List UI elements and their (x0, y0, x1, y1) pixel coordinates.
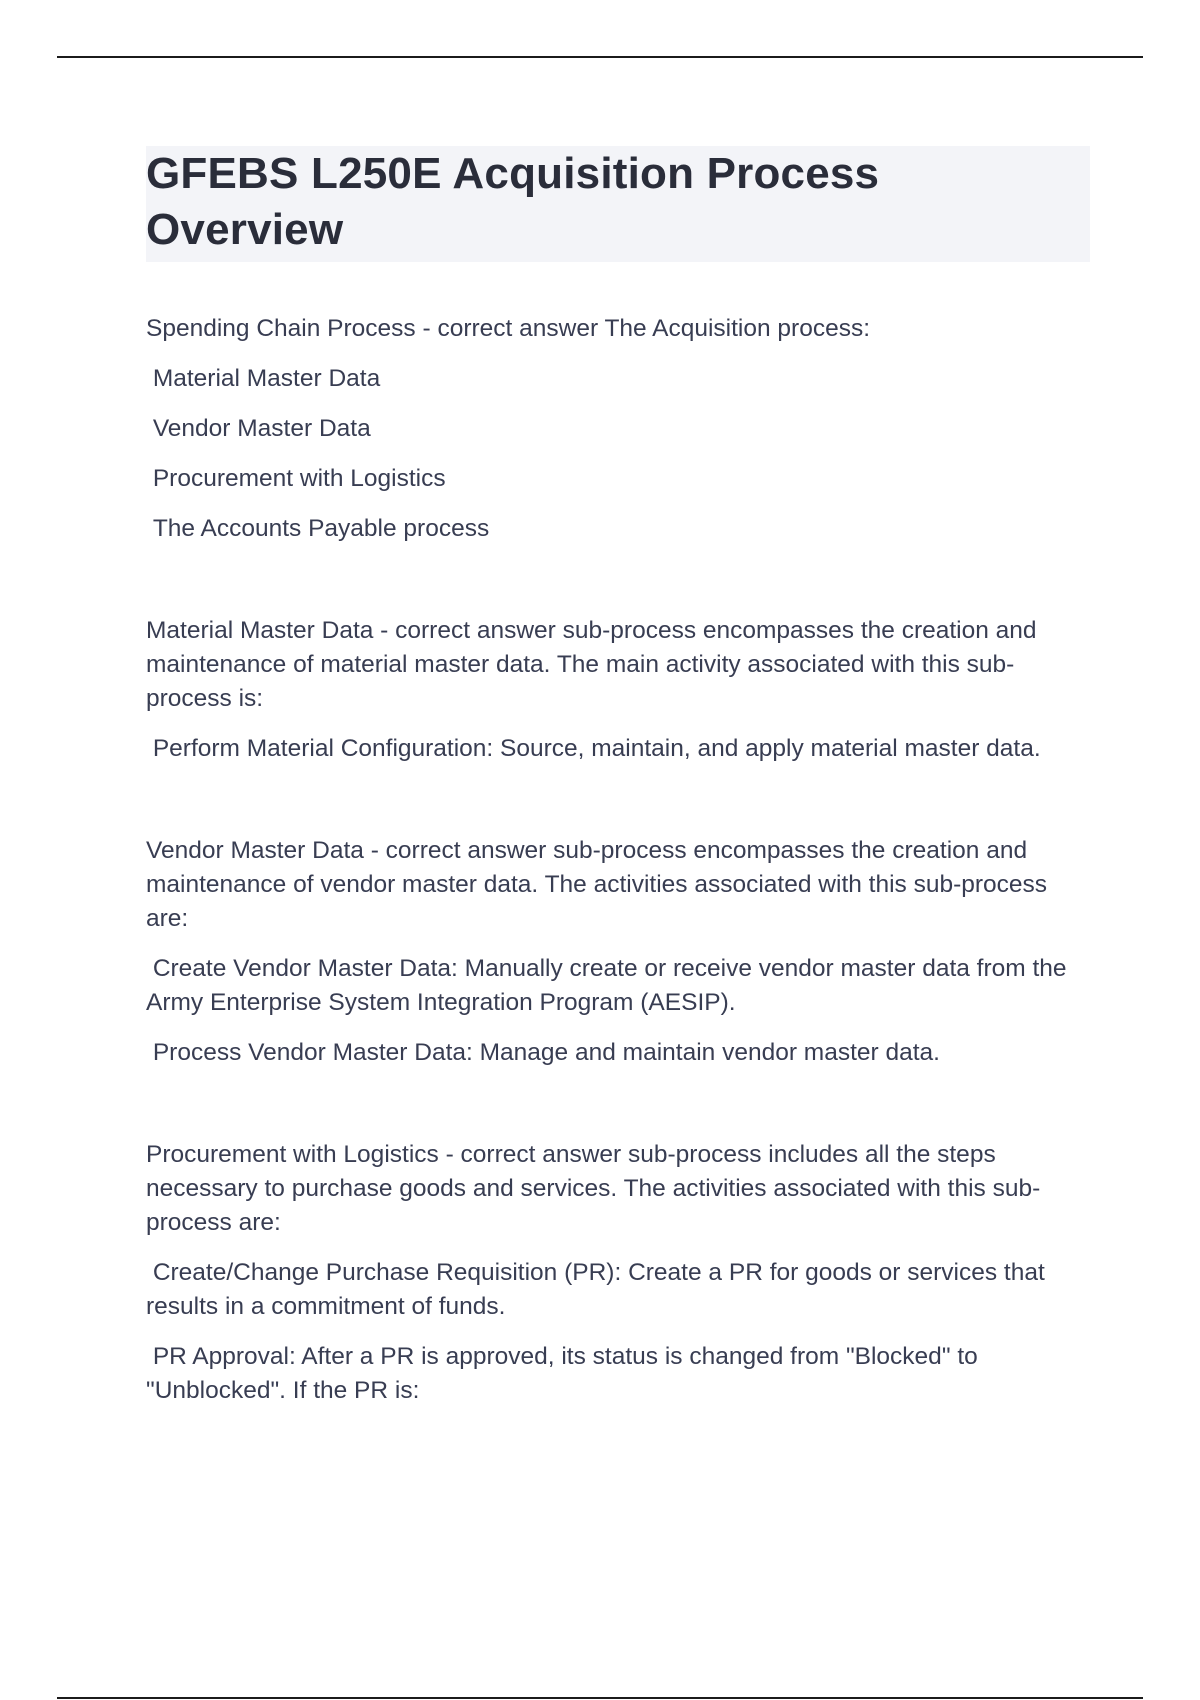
entry-procurement (146, 1138, 1090, 1408)
entry-question: Vendor Master Data - correct answer sub-process encompasses the creation and maintenance of vendor master data. The activities associated with this sub-process are: (146, 837, 1048, 932)
entry-line: Create Vendor Master Data: Manually create or receive vendor master data from the Army Enterprise System Integration Program (AESIP). (146, 955, 1067, 1016)
entry-vendor-master (146, 834, 1090, 1070)
entry-spending-chain (146, 312, 1090, 546)
document-body (146, 146, 1090, 1476)
document-title: GFEBS L250E Acquisition Process Overview (146, 149, 880, 254)
entry-line: The Accounts Payable process (152, 515, 490, 542)
entry-question: Procurement with Logistics - correct answer sub-process includes all the steps necessary to purchase goods and services. The activities associated with this sub-process are: (146, 1141, 1041, 1236)
title-block (146, 146, 1090, 262)
entry-material-master (146, 614, 1090, 766)
entry-line: PR Approval: After a PR is approved, its status is changed from "Blocked" to "Unblocked". If the PR is: (146, 1343, 978, 1404)
entry-question: Spending Chain Process - correct answer The Acquisition process: (146, 315, 871, 342)
top-rule (57, 56, 1143, 58)
entry-line: Vendor Master Data (152, 415, 371, 442)
entry-line: Material Master Data (152, 365, 381, 392)
entry-line: Perform Material Configuration: Source, maintain, and apply material master data. (152, 735, 1041, 762)
entry-question: Material Master Data - correct answer sub-process encompasses the creation and maintenance of material master data. The main activity associated with this sub-process is: (146, 617, 1037, 712)
entry-line: Procurement with Logistics (152, 465, 446, 492)
entry-line: Process Vendor Master Data: Manage and maintain vendor master data. (152, 1039, 940, 1066)
entry-line: Create/Change Purchase Requisition (PR): Create a PR for goods or services that results in a commitment of funds. (146, 1259, 1045, 1320)
bottom-rule (57, 1697, 1143, 1699)
